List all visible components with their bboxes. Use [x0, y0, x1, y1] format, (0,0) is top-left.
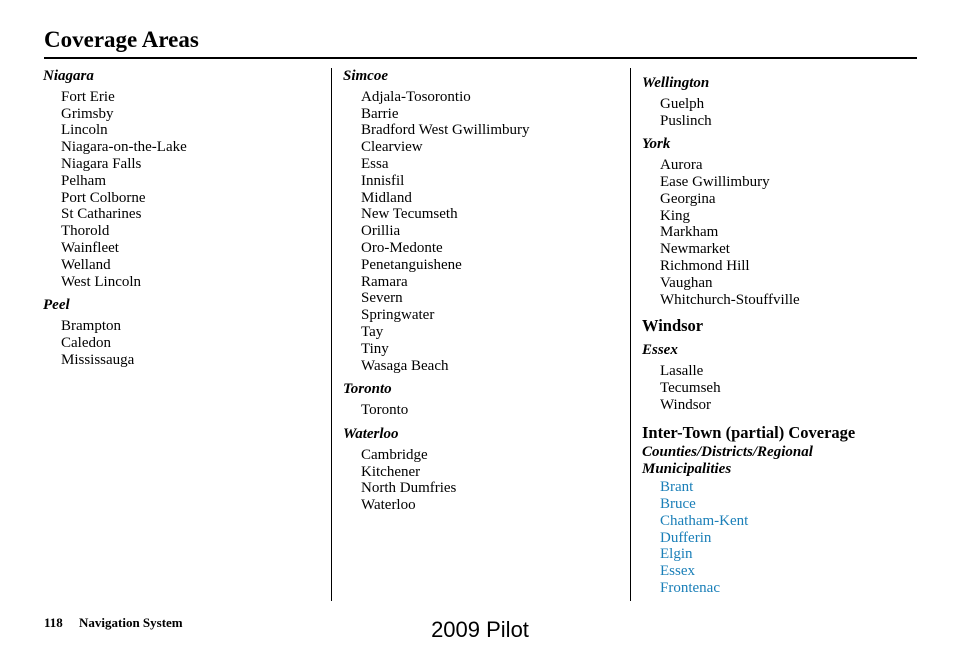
- col3-counties: [642, 75, 942, 308]
- municipality-item: Cambridge: [361, 446, 428, 463]
- region-heading-windsor: Windsor: [642, 316, 704, 336]
- county-heading: Toronto: [343, 381, 392, 398]
- municipality-item: Innisfil: [361, 172, 405, 189]
- municipality-item: Kitchener: [361, 463, 421, 480]
- municipality-item: Niagara Falls: [61, 155, 142, 172]
- municipality-item: Adjala-Tosorontio: [361, 88, 471, 105]
- municipality-item: Brampton: [61, 318, 121, 335]
- column-divider: [331, 68, 332, 601]
- county-heading: Simcoe: [343, 68, 388, 84]
- intertown-link[interactable]: Frontenac: [660, 579, 720, 596]
- municipality-item: North Dumfries: [361, 480, 457, 497]
- municipality-item: Richmond Hill: [660, 257, 750, 274]
- municipality-item: Thorold: [61, 223, 110, 240]
- municipality-item: Vaughan: [660, 274, 713, 291]
- municipality-item: Whitchurch-Stouffville: [660, 291, 800, 308]
- municipality-item: Barrie: [361, 105, 399, 122]
- municipality-item: Oro-Medonte: [361, 239, 443, 256]
- page-number: 118: [44, 615, 63, 630]
- municipality-item: Essa: [361, 155, 389, 172]
- municipality-item: Toronto: [361, 402, 409, 419]
- county-heading: Peel: [43, 297, 70, 314]
- municipality-item: Waterloo: [361, 497, 416, 514]
- municipality-item: Markham: [660, 224, 719, 241]
- region-heading-intertown: Inter-Town (partial) Coverage: [642, 423, 856, 443]
- municipality-item: Tiny: [361, 340, 389, 357]
- municipality-item: Penetanguishene: [361, 256, 462, 273]
- municipality-item: West Lincoln: [61, 273, 142, 290]
- municipality-item: Midland: [361, 189, 412, 206]
- municipality-item: Ease Gwillimbury: [660, 173, 770, 190]
- municipality-item: King: [660, 207, 690, 224]
- municipality-list: [343, 402, 623, 419]
- municipality-list: [343, 447, 623, 514]
- municipality-item: Springwater: [361, 307, 435, 324]
- municipality-item: Tecumseh: [660, 379, 721, 396]
- municipality-item: Severn: [361, 290, 403, 307]
- county-block: [343, 381, 623, 419]
- municipality-item: Bradford West Gwillimbury: [361, 122, 530, 139]
- intertown-link-list: [642, 479, 942, 597]
- county-block: [343, 68, 623, 374]
- municipality-list: [43, 318, 323, 368]
- column-2: [343, 68, 623, 514]
- municipality-item: Ramara: [361, 273, 408, 290]
- municipality-list: [43, 89, 323, 291]
- county-block: [642, 342, 942, 413]
- municipality-item: Orillia: [361, 223, 401, 240]
- municipality-item: Welland: [61, 256, 111, 273]
- municipality-item: Clearview: [361, 139, 423, 156]
- intertown-link[interactable]: Dufferin: [660, 529, 712, 546]
- municipality-item: Fort Erie: [61, 88, 115, 105]
- windsor-counties: [642, 342, 942, 413]
- municipality-item: Wainfleet: [61, 239, 119, 256]
- column-1: [43, 68, 323, 369]
- municipality-item: Niagara-on-the-Lake: [61, 139, 187, 156]
- intertown-link[interactable]: Brant: [660, 479, 694, 496]
- municipality-item: Mississauga: [61, 351, 135, 368]
- municipality-list: [642, 96, 942, 130]
- section-name: Navigation System: [79, 615, 183, 630]
- county-block: [642, 75, 942, 129]
- municipality-list: [642, 157, 942, 308]
- column-divider: [630, 68, 631, 601]
- municipality-item: Wasaga Beach: [361, 357, 449, 374]
- county-heading: York: [642, 136, 671, 153]
- intertown-link[interactable]: Bruce: [660, 495, 696, 512]
- intertown-subheading: Counties/Districts/Regional: [642, 444, 813, 461]
- municipality-item: Windsor: [660, 396, 712, 413]
- county-block: [43, 68, 323, 290]
- municipality-list: [642, 363, 942, 413]
- intertown-subheading-cont: Municipalities: [642, 461, 732, 478]
- intertown-link[interactable]: Elgin: [660, 546, 693, 563]
- intertown-link[interactable]: Chatham-Kent: [660, 512, 749, 529]
- municipality-item: Caledon: [61, 334, 111, 351]
- municipality-item: Aurora: [660, 157, 703, 174]
- county-block: [343, 426, 623, 514]
- page-title: Coverage Areas: [44, 27, 199, 52]
- municipality-item: Guelph: [660, 95, 705, 112]
- municipality-item: Tay: [361, 323, 384, 340]
- county-block: [43, 297, 323, 368]
- municipality-item: Grimsby: [61, 105, 114, 122]
- municipality-item: Newmarket: [660, 241, 730, 258]
- municipality-item: Lasalle: [660, 362, 704, 379]
- watermark: 2009 Pilot: [431, 617, 529, 642]
- municipality-item: Port Colborne: [61, 189, 146, 206]
- municipality-item: Lincoln: [61, 122, 108, 139]
- municipality-item: St Catharines: [61, 206, 142, 223]
- county-heading: Waterloo: [343, 425, 399, 442]
- county-heading: Essex: [642, 342, 678, 359]
- county-heading: Wellington: [642, 75, 710, 91]
- municipality-item: New Tecumseth: [361, 206, 458, 223]
- municipality-list: [343, 89, 623, 375]
- intertown-link[interactable]: Essex: [660, 563, 695, 580]
- municipality-item: Pelham: [61, 172, 106, 189]
- municipality-item: Georgina: [660, 190, 716, 207]
- title-rule: [44, 57, 917, 59]
- county-heading: Niagara: [43, 68, 94, 84]
- column-3: [642, 68, 942, 597]
- municipality-item: Puslinch: [660, 112, 712, 129]
- county-block: [642, 136, 942, 308]
